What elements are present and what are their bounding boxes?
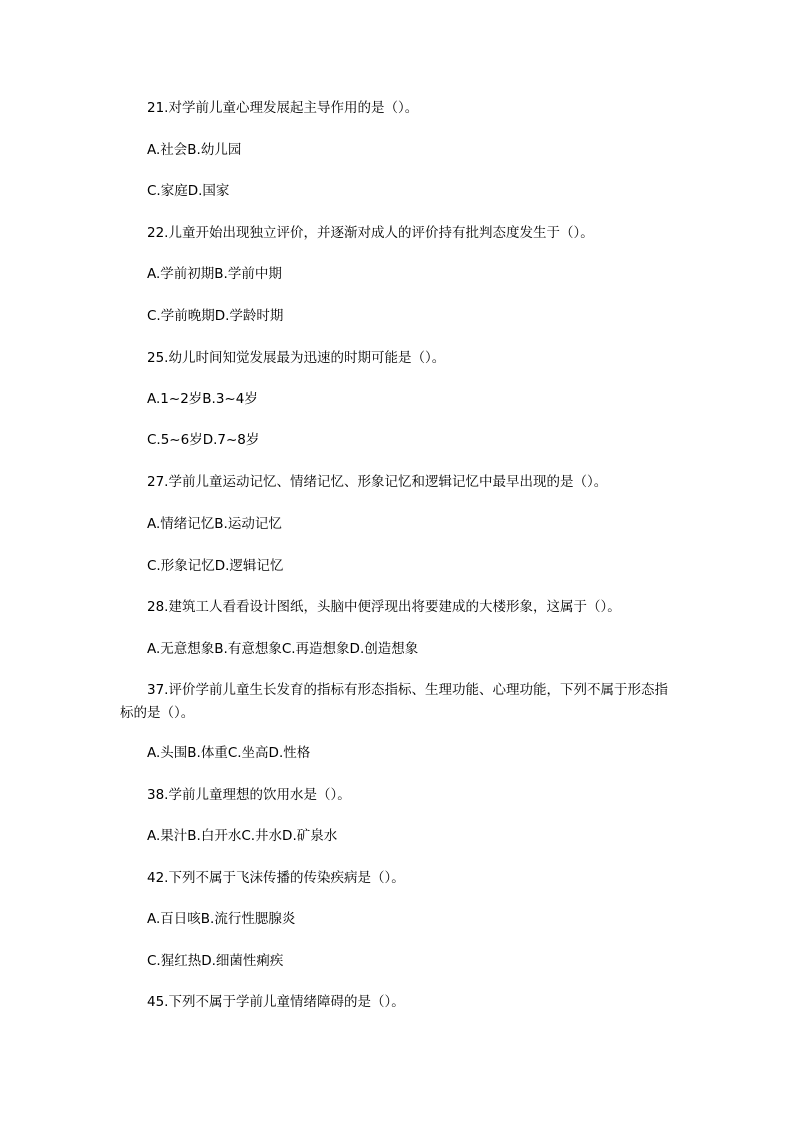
question-25-options-2: C.5~6岁D.7~8岁 [147, 432, 260, 448]
question-42-stem: 42.下列不属于飞沫传播的传染疾病是（）。 [147, 870, 405, 886]
question-21-stem: 21.对学前儿童心理发展起主导作用的是（）。 [147, 100, 419, 116]
question-28-options-1: A.无意想象B.有意想象C.再造想象D.创造想象 [147, 641, 419, 657]
question-37-options-1: A.头围B.体重C.坐高D.性格 [147, 745, 311, 761]
question-22-stem: 22.儿童开始出现独立评价，并逐渐对成人的评价持有批判态度发生于（）。 [147, 225, 594, 241]
question-38-options-1: A.果汁B.白开水C.井水D.矿泉水 [147, 828, 338, 844]
question-22-options-2: C.学前晚期D.学龄时期 [147, 308, 284, 324]
question-45-stem: 45.下列不属于学前儿童情绪障碍的是（）。 [147, 994, 405, 1010]
question-27-stem: 27.学前儿童运动记忆、情绪记忆、形象记忆和逻辑记忆中最早出现的是（）。 [147, 474, 608, 490]
question-28-stem: 28.建筑工人看看设计图纸，头脑中便浮现出将要建成的大楼形象，这属于（）。 [147, 599, 621, 615]
question-37-stem: 37.评价学前儿童生长发育的指标有形态指标、生理功能、心理功能，下列不属于形态指标的是（）。 [120, 682, 668, 721]
question-27-options-1: A.情绪记忆B.运动记忆 [147, 516, 282, 532]
question-38-stem: 38.学前儿童理想的饮用水是（）。 [147, 787, 351, 803]
question-27-options-2: C.形象记忆D.逻辑记忆 [147, 558, 284, 574]
question-25-options-1: A.1~2岁B.3~4岁 [147, 391, 258, 407]
question-21-options-1: A.社会B.幼儿园 [147, 142, 242, 158]
question-21-options-2: C.家庭D.国家 [147, 183, 230, 199]
question-25-stem: 25.幼儿时间知觉发展最为迅速的时期可能是（）。 [147, 350, 446, 366]
question-42-options-2: C.猩红热D.细菌性痢疾 [147, 953, 284, 969]
question-22-options-1: A.学前初期B.学前中期 [147, 266, 282, 282]
question-42-options-1: A.百日咳B.流行性腮腺炎 [147, 911, 296, 927]
